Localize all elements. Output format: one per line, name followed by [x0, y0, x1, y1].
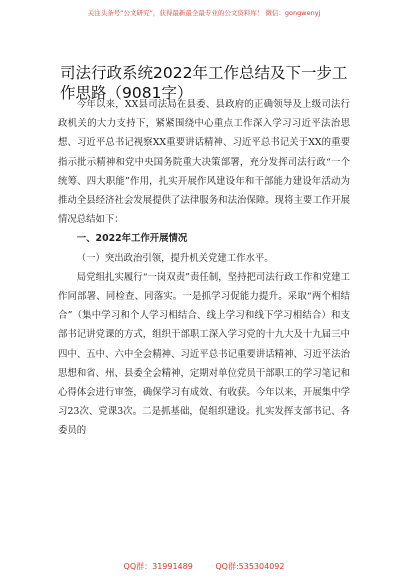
- subsection-heading: （一）突出政治引领，提升机关党建工作水平。: [76, 252, 274, 264]
- contact-footer: [0, 561, 408, 573]
- paragraph-party-building: 局党组扎实履行“一岗双责”责任制，坚持把司法行政工作和党建工作同部署、同检查、同落实。一是抓学习促能力提升。采取“两个相结合”（集中学习和个人学习相结合、线上学习和线下学习相结合）和支部书记讲党课的方式，组织干部职工深入学习党的十九大及十九届三中四中、五中、六中全会精神、习近平总书记重要讲话精神、习近平法治思想和省、州、县委全会精神，定期对单位党员干部职工的学习笔记和心得体会进行审签，确保学习有成效、有收获。今年以来，开展集中学习23次、党课3次。二是抓基础，促组织建设。扎实发挥支部书记、各委员的: [58, 271, 350, 437]
- section-heading: 一、2022年工作开展情况: [76, 233, 188, 245]
- promo-banner: 关注头条号“公文研究”，获得最新最全最专业的公文资料库！ 微信：gongwenyj: [87, 9, 321, 17]
- footer-qq-group: QQ群:535304092: [215, 562, 285, 571]
- footer-qq: QQ群：31991489: [123, 562, 193, 571]
- page-title: 司法行政系统2022年工作总结及下一步工作思路（9081字）: [60, 64, 348, 103]
- paragraph-intro: 今年以来，XX县司法局在县委、县政府的正确领导及上级司法行政机关的大力支持下，紧紧围绕中心重点工作深入学习习近平法治思想、习近平总书记视察XX重要讲话精神、习近平总书记关于XX的重要指示批示精神和党中央国务院重大决策部署，充分发挥司法行政“一个统筹、四大职能”作用，扎实开展作风建设年和干部能力建设年活动为推动全县经济社会发展提供了法律服务和法治保障。现将主要工作开展情况总结如下：: [58, 99, 350, 226]
- document-body: [58, 95, 350, 441]
